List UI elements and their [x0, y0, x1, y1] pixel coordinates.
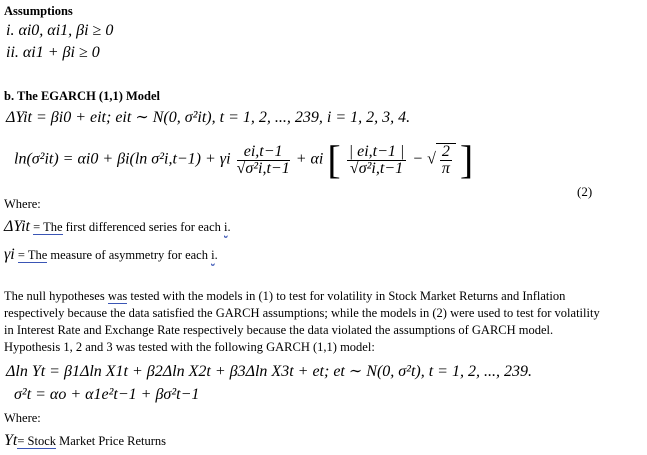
paragraph-line-2: respectively because the data satisfied the GARCH assumptions; while the models in (2) were used to test for volatility [4, 306, 600, 320]
definition-delta-y [4, 218, 231, 236]
eq2-fraction-numerator: ei,t−1 [237, 144, 290, 161]
definition-gamma [4, 246, 218, 264]
paragraph-line-4: Hypothesis 1, 2 and 3 was tested with the following GARCH (1,1) model: [4, 340, 375, 354]
definition-equals: = The [33, 220, 63, 234]
eq2-abs-numerator: | ei,t−1 | [348, 142, 405, 160]
definition-text: first differenced series for each [62, 220, 225, 234]
garch-equation-1: Δln Yt = β1Δln X1t + β2Δln X2t + β3Δln X3t + et; et ∼ N(0, σ²t), t = 1, 2, ..., 239. [6, 363, 532, 380]
definition-symbol: Yt [4, 432, 18, 449]
eq2-abs-denominator: √σ²i,t−1 [349, 159, 404, 177]
eq2-fraction [237, 144, 290, 177]
eq2-fraction-denominator: √σ²i,t−1 [236, 159, 290, 177]
definition-symbol: ΔYit [4, 218, 30, 235]
eq2-abs-fraction [347, 144, 407, 177]
garch-equation-2: σ²t = αo + α1e²t−1 + βσ²t−1 [14, 386, 200, 403]
paragraph-line-1 [4, 289, 565, 304]
assumption-ii: ii. αi1 + βi ≥ 0 [6, 44, 100, 61]
eq2-sqrt-fraction [440, 144, 452, 177]
eq2-sqrt [436, 143, 456, 177]
where-label-2: Where: [4, 411, 41, 425]
definition-text: Market Price Returns [56, 434, 167, 448]
definition-text: measure of asymmetry for each [47, 248, 212, 262]
eq2-left: ln(σ²it) = αi0 + βi(ln σ²i,t−1) + γi [14, 150, 231, 168]
egarch-equation-1: ΔYit = βi0 + eit; eit ∼ N(0, σ²it), t = 1, 2, ..., 239, i = 1, 2, 3, 4. [6, 109, 411, 126]
definition-index: i [224, 220, 228, 234]
paragraph-line-3: in Interest Rate and Exchange Rate respectively because the data violated the assumptions of GARCH model. [4, 323, 554, 337]
definition-y [4, 432, 166, 450]
definition-index: i [211, 248, 215, 262]
sqrt-sign-icon: √ [427, 150, 436, 168]
paragraph-flagged-word: was [107, 289, 128, 303]
eq2-sqrt-denominator: π [441, 159, 450, 177]
eq2-minus: − [412, 150, 424, 168]
left-bracket: [ [327, 137, 341, 182]
assumptions-heading: Assumptions [4, 4, 73, 18]
eq2-sqrt-numerator: 2 [441, 142, 450, 160]
definition-equals: = Stock [17, 434, 56, 448]
egarch-heading: b. The EGARCH (1,1) Model [4, 89, 161, 103]
definition-period: . [214, 248, 218, 262]
assumption-i: i. αi0, αi1, βi ≥ 0 [6, 22, 114, 39]
paragraph-text: tested with the models in (1) to test for volatility in Stock Market Returns and Inflation [127, 289, 566, 303]
definition-symbol: γi [4, 246, 15, 263]
equation-number: (2) [577, 184, 593, 199]
definition-period: . [227, 220, 231, 234]
egarch-equation-2 [14, 137, 474, 182]
where-label: Where: [4, 197, 41, 211]
eq2-plus: + αi [295, 150, 324, 168]
definition-equals: = The [17, 248, 48, 262]
paragraph-text: The null hypotheses [4, 289, 108, 303]
right-bracket: ] [459, 137, 474, 182]
